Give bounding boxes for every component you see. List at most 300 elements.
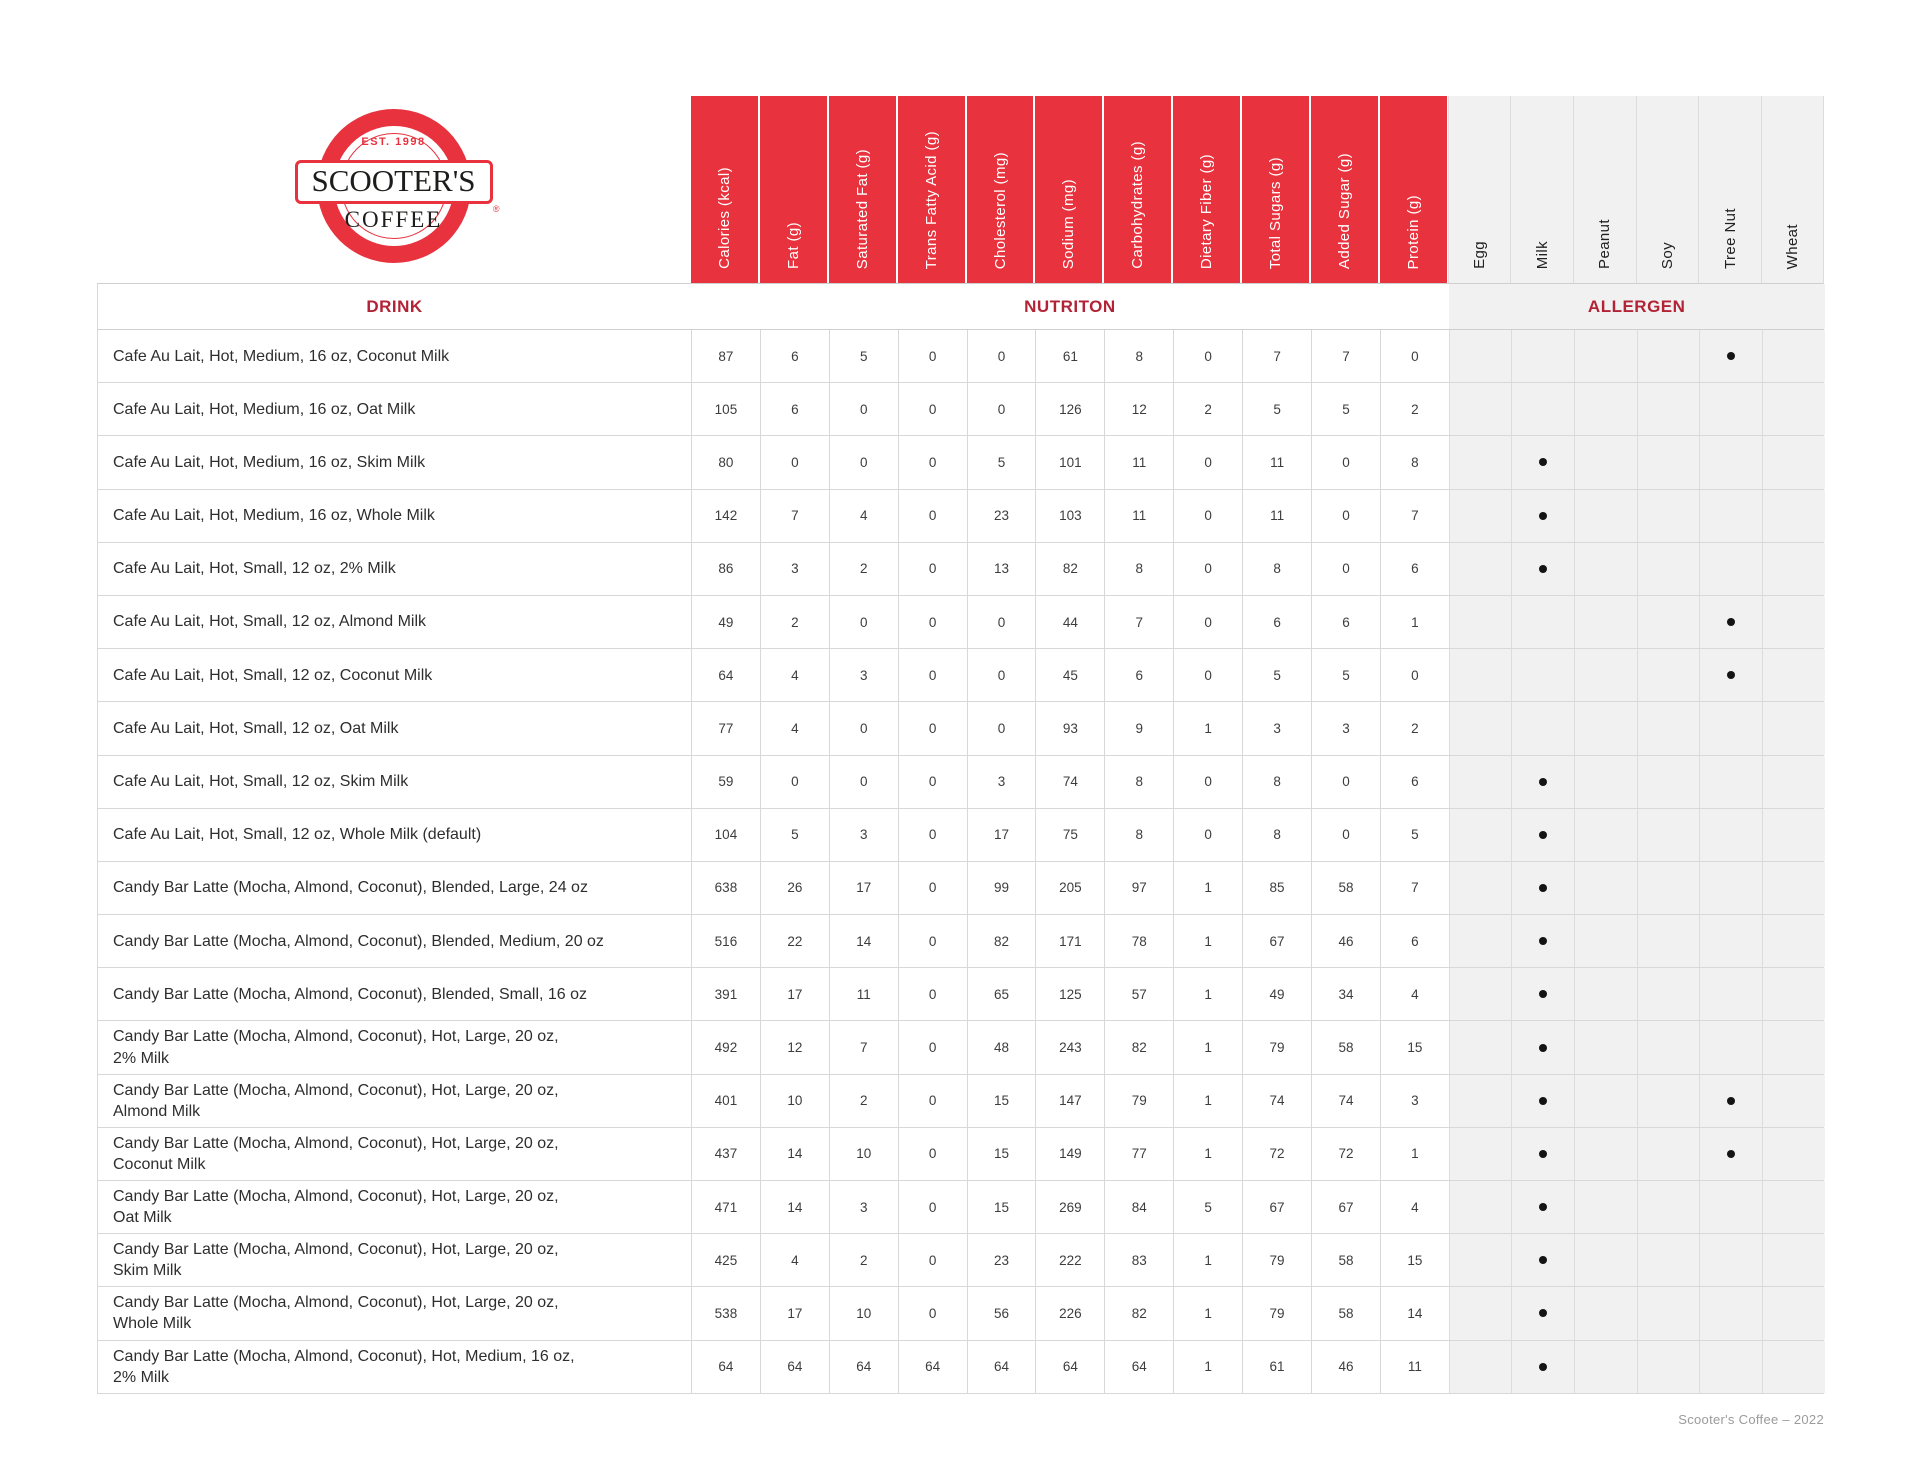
scooters-coffee-logo (294, 100, 500, 272)
nutrition-value-cell: 3 (829, 649, 898, 701)
allergen-cell (1449, 809, 1512, 861)
nutrition-value-cell: 5 (1380, 809, 1449, 861)
drink-name-line: Candy Bar Latte (Mocha, Almond, Coconut), Hot, Large, 20 oz, (113, 1134, 559, 1152)
nutrition-value-cell: 26 (760, 862, 829, 914)
nutrition-value-cell: 0 (760, 436, 829, 488)
drink-name-line: Skim Milk (113, 1262, 182, 1280)
nutrition-value-cell: 391 (691, 968, 760, 1020)
nutrition-value-cell: 58 (1311, 862, 1380, 914)
allergen-cell (1637, 1181, 1700, 1233)
allergen-cell (1511, 756, 1574, 808)
nutrition-value-cell: 0 (1173, 490, 1242, 542)
drink-name (98, 1128, 691, 1180)
column-header-label: Cholesterol (mg) (991, 151, 1009, 269)
allergen-cell (1511, 596, 1574, 648)
drink-name (98, 702, 691, 754)
nutrition-value-cell: 64 (1035, 1341, 1104, 1393)
nutrition-value-cell: 64 (691, 1341, 760, 1393)
allergen-dot-icon (1539, 778, 1547, 786)
allergen-cell (1449, 649, 1512, 701)
drink-name (98, 330, 691, 382)
allergen-cell (1762, 862, 1825, 914)
nutrition-value-cell: 8 (1242, 756, 1311, 808)
nutrition-value-cell: 1 (1173, 1128, 1242, 1180)
nutrition-value-cell: 74 (1035, 756, 1104, 808)
nutrition-value-cell: 15 (967, 1181, 1036, 1233)
nutrition-value-cell: 82 (1104, 1287, 1173, 1339)
nutrition-value-cell: 7 (1104, 596, 1173, 648)
footer-credit: Scooter's Coffee – 2022 (1678, 1412, 1824, 1427)
allergen-dot-icon (1539, 1097, 1547, 1105)
allergen-cell (1574, 915, 1637, 967)
drink-name (98, 1021, 691, 1073)
table-body (97, 330, 1824, 1394)
drink-name-line: Candy Bar Latte (Mocha, Almond, Coconut), Hot, Medium, 16 oz, (113, 1347, 575, 1365)
nutrition-value-cell: 0 (829, 383, 898, 435)
allergen-cell (1762, 436, 1825, 488)
nutrition-value-cell: 17 (760, 968, 829, 1020)
nutrition-value-cell: 64 (829, 1341, 898, 1393)
nutrition-value-cell: 0 (898, 1234, 967, 1286)
nutrition-value-cell: 1 (1173, 1075, 1242, 1127)
nutrition-value-cell: 0 (1173, 649, 1242, 701)
drink-name-line: Oat Milk (113, 1209, 172, 1227)
allergen-dot-icon (1727, 1150, 1735, 1158)
nutrition-value-cell: 0 (898, 490, 967, 542)
allergen-dot-icon (1539, 884, 1547, 892)
drink-name-line: Almond Milk (113, 1102, 201, 1120)
allergen-cell (1762, 1341, 1825, 1393)
drink-name (98, 1075, 691, 1127)
allergen-cell (1699, 809, 1762, 861)
nutrition-value-cell: 59 (691, 756, 760, 808)
allergen-cell (1574, 649, 1637, 701)
nutrition-value-cell: 7 (1380, 490, 1449, 542)
nutrition-value-cell: 3 (1311, 702, 1380, 754)
allergen-column-header (1573, 96, 1636, 283)
column-header-label: Saturated Fat (g) (853, 148, 871, 269)
nutrition-column-header (828, 96, 897, 283)
allergen-cell (1699, 915, 1762, 967)
nutrition-value-cell: 86 (691, 543, 760, 595)
table-row (98, 330, 1823, 383)
allergen-cell (1511, 915, 1574, 967)
nutrition-value-cell: 1 (1380, 1128, 1449, 1180)
nutrition-value-cell: 1 (1173, 862, 1242, 914)
allergen-cell (1574, 543, 1637, 595)
nutrition-value-cell: 3 (1242, 702, 1311, 754)
nutrition-value-cell: 23 (967, 490, 1036, 542)
nutrition-value-cell: 8 (1104, 809, 1173, 861)
nutrition-value-cell: 0 (898, 809, 967, 861)
column-header-label: Calories (kcal) (715, 167, 733, 269)
nutrition-value-cell: 45 (1035, 649, 1104, 701)
allergen-cell (1449, 1287, 1512, 1339)
nutrition-column-header (966, 96, 1035, 283)
allergen-cell (1511, 649, 1574, 701)
nutrition-value-cell: 61 (1242, 1341, 1311, 1393)
allergen-cell (1449, 490, 1512, 542)
allergen-column-header (1636, 96, 1699, 283)
nutrition-value-cell: 0 (898, 756, 967, 808)
drink-name (98, 543, 691, 595)
nutrition-value-cell: 471 (691, 1181, 760, 1233)
drink-name (98, 490, 691, 542)
nutrition-value-cell: 11 (1104, 490, 1173, 542)
allergen-cell (1574, 490, 1637, 542)
allergen-cell (1637, 1021, 1700, 1073)
nutrition-value-cell: 77 (1104, 1128, 1173, 1180)
nutrition-value-cell: 6 (1380, 915, 1449, 967)
nutrition-value-cell: 0 (1311, 490, 1380, 542)
drink-name-line: Cafe Au Lait, Hot, Small, 12 oz, Whole Milk (default) (113, 826, 482, 844)
allergen-cell (1699, 1021, 1762, 1073)
nutrition-value-cell: 23 (967, 1234, 1036, 1286)
nutrition-value-cell: 0 (898, 1075, 967, 1127)
nutrition-value-cell: 11 (1242, 436, 1311, 488)
nutrition-value-cell: 5 (1311, 383, 1380, 435)
nutrition-value-cell: 2 (760, 596, 829, 648)
nutrition-value-cell: 72 (1242, 1128, 1311, 1180)
nutrition-value-cell: 0 (1173, 596, 1242, 648)
allergen-cell (1699, 1181, 1762, 1233)
nutrition-value-cell: 85 (1242, 862, 1311, 914)
allergen-cell (1762, 702, 1825, 754)
nutrition-value-cell: 104 (691, 809, 760, 861)
column-header-label: Wheat (1783, 223, 1801, 269)
drink-name (98, 649, 691, 701)
allergen-cell (1449, 1021, 1512, 1073)
allergen-cell (1637, 1075, 1700, 1127)
nutrition-value-cell: 6 (760, 330, 829, 382)
nutrition-value-cell: 516 (691, 915, 760, 967)
drink-name (98, 1341, 691, 1393)
nutrition-value-cell: 492 (691, 1021, 760, 1073)
table-row (98, 915, 1823, 968)
nutrition-column-header (1034, 96, 1103, 283)
allergen-cell (1574, 809, 1637, 861)
nutrition-value-cell: 74 (1242, 1075, 1311, 1127)
nutrition-value-cell: 0 (898, 543, 967, 595)
allergen-cell (1637, 596, 1700, 648)
nutrition-value-cell: 49 (1242, 968, 1311, 1020)
allergen-cell (1699, 436, 1762, 488)
nutrition-value-cell: 15 (1380, 1021, 1449, 1073)
allergen-cell (1762, 1287, 1825, 1339)
column-header-label: Soy (1658, 241, 1676, 269)
allergen-cell (1637, 862, 1700, 914)
nutrition-value-cell: 4 (760, 1234, 829, 1286)
drink-name-line: Cafe Au Lait, Hot, Medium, 16 oz, Skim Milk (113, 453, 426, 471)
allergen-dot-icon (1539, 512, 1547, 520)
allergen-dot-icon (1727, 1097, 1735, 1105)
table-row (98, 702, 1823, 755)
allergen-cell (1511, 436, 1574, 488)
nutrition-value-cell: 8 (1104, 330, 1173, 382)
allergen-cell (1511, 809, 1574, 861)
allergen-cell (1637, 1341, 1700, 1393)
allergen-cell (1637, 756, 1700, 808)
nutrition-value-cell: 79 (1242, 1021, 1311, 1073)
nutrition-value-cell: 2 (829, 1234, 898, 1286)
allergen-cell (1511, 702, 1574, 754)
allergen-cell (1637, 702, 1700, 754)
nutrition-value-cell: 64 (898, 1341, 967, 1393)
column-header-label: Trans Fatty Acid (g) (922, 130, 940, 269)
drink-name (98, 756, 691, 808)
allergen-cell (1449, 1181, 1512, 1233)
allergen-cell (1762, 1234, 1825, 1286)
nutrition-value-cell: 5 (967, 436, 1036, 488)
nutrition-value-cell: 6 (1311, 596, 1380, 648)
nutrition-value-cell: 10 (829, 1128, 898, 1180)
drink-name (98, 383, 691, 435)
nutrition-value-cell: 0 (1311, 809, 1380, 861)
nutrition-value-cell: 75 (1035, 809, 1104, 861)
nutrition-value-cell: 79 (1242, 1287, 1311, 1339)
nutrition-value-cell: 80 (691, 436, 760, 488)
column-header-label: Protein (g) (1404, 194, 1422, 269)
table-row (98, 756, 1823, 809)
allergen-dot-icon (1539, 1203, 1547, 1211)
allergen-cell (1449, 1234, 1512, 1286)
nutrition-value-cell: 0 (760, 756, 829, 808)
nutrition-value-cell: 5 (1242, 383, 1311, 435)
table-row (98, 1021, 1823, 1074)
nutrition-value-cell: 0 (829, 436, 898, 488)
table-row (98, 1128, 1823, 1181)
allergen-cell (1637, 330, 1700, 382)
nutrition-column-header (1103, 96, 1172, 283)
allergen-cell (1511, 1075, 1574, 1127)
nutrition-column-header (897, 96, 966, 283)
allergen-dot-icon (1539, 1150, 1547, 1158)
nutrition-value-cell: 72 (1311, 1128, 1380, 1180)
allergen-cell (1574, 1128, 1637, 1180)
nutrition-value-cell: 2 (1173, 383, 1242, 435)
allergen-cell (1699, 862, 1762, 914)
nutrition-value-cell: 11 (829, 968, 898, 1020)
table-row (98, 1075, 1823, 1128)
allergen-dot-icon (1727, 671, 1735, 679)
nutrition-value-cell: 4 (760, 702, 829, 754)
allergen-cell (1511, 490, 1574, 542)
drink-name-line: Cafe Au Lait, Hot, Small, 12 oz, Oat Milk (113, 719, 399, 737)
nutrition-value-cell: 0 (829, 756, 898, 808)
allergen-cell (1762, 809, 1825, 861)
nutrition-value-cell: 0 (898, 596, 967, 648)
drink-name (98, 1181, 691, 1233)
allergen-dot-icon (1539, 831, 1547, 839)
nutrition-value-cell: 12 (1104, 383, 1173, 435)
nutrition-value-cell: 147 (1035, 1075, 1104, 1127)
nutrition-value-cell: 79 (1242, 1234, 1311, 1286)
nutrition-value-cell: 4 (1380, 968, 1449, 1020)
header-band (97, 96, 1824, 283)
nutrition-column-header (1172, 96, 1241, 283)
nutrition-value-cell: 7 (829, 1021, 898, 1073)
nutrition-value-cell: 2 (829, 1075, 898, 1127)
allergen-cell (1449, 330, 1512, 382)
table-row (98, 543, 1823, 596)
registered-mark: ® (492, 204, 500, 214)
allergen-cell (1574, 1021, 1637, 1073)
nutrition-value-cell: 8 (1242, 543, 1311, 595)
drink-name-line: Cafe Au Lait, Hot, Medium, 16 oz, Whole Milk (113, 507, 435, 525)
logo-cell (97, 96, 690, 283)
nutrition-value-cell: 12 (760, 1021, 829, 1073)
nutrition-value-cell: 7 (1242, 330, 1311, 382)
allergen-cell (1762, 1021, 1825, 1073)
nutrition-value-cell: 1 (1173, 702, 1242, 754)
nutrition-value-cell: 93 (1035, 702, 1104, 754)
allergen-cell (1637, 915, 1700, 967)
nutrition-value-cell: 2 (1380, 702, 1449, 754)
nutrition-value-cell: 6 (760, 383, 829, 435)
allergen-dot-icon (1539, 1256, 1547, 1264)
allergen-cell (1637, 1287, 1700, 1339)
nutrition-column-header (759, 96, 828, 283)
column-header-label: Dietary Fiber (g) (1198, 153, 1216, 269)
nutrition-value-cell: 17 (829, 862, 898, 914)
allergen-cell (1449, 968, 1512, 1020)
allergen-cell (1699, 543, 1762, 595)
nutrition-value-cell: 0 (967, 596, 1036, 648)
allergen-cell (1511, 1021, 1574, 1073)
drink-name-line: Cafe Au Lait, Hot, Small, 12 oz, Coconut Milk (113, 666, 433, 684)
nutrition-value-cell: 83 (1104, 1234, 1173, 1286)
nutrition-value-cell: 17 (760, 1287, 829, 1339)
nutrition-value-cell: 58 (1311, 1234, 1380, 1286)
nutrition-value-cell: 3 (829, 809, 898, 861)
nutrition-value-cell: 8 (1104, 756, 1173, 808)
allergen-dot-icon (1539, 990, 1547, 998)
nutrition-value-cell: 6 (1380, 756, 1449, 808)
allergen-dot-icon (1539, 565, 1547, 573)
allergen-cell (1762, 756, 1825, 808)
nutrition-value-cell: 82 (1035, 543, 1104, 595)
nutrition-value-cell: 4 (1380, 1181, 1449, 1233)
logo-brand-name: SCOOTER'S (311, 163, 476, 198)
nutrition-value-cell: 1 (1173, 1287, 1242, 1339)
nutrition-value-cell: 0 (967, 702, 1036, 754)
nutrition-value-cell: 77 (691, 702, 760, 754)
nutrition-value-cell: 4 (760, 649, 829, 701)
nutrition-value-cell: 0 (1173, 809, 1242, 861)
nutrition-value-cell: 61 (1035, 330, 1104, 382)
nutrition-value-cell: 0 (1380, 330, 1449, 382)
allergen-cell (1762, 1181, 1825, 1233)
allergen-cell (1762, 543, 1825, 595)
table-row (98, 383, 1823, 436)
allergen-cell (1699, 649, 1762, 701)
nutrition-value-cell: 1 (1173, 968, 1242, 1020)
allergen-cell (1574, 702, 1637, 754)
nutrition-value-cell: 0 (1173, 436, 1242, 488)
allergen-cell (1511, 1128, 1574, 1180)
allergen-column-header (1510, 96, 1573, 283)
allergen-cell (1637, 809, 1700, 861)
table-row (98, 649, 1823, 702)
nutrition-value-cell: 0 (898, 1021, 967, 1073)
column-header-label: Tree Nut (1721, 208, 1739, 269)
drink-name-line: Coconut Milk (113, 1155, 206, 1173)
nutrition-value-cell: 3 (967, 756, 1036, 808)
nutrition-value-cell: 11 (1104, 436, 1173, 488)
allergen-column-header (1761, 96, 1824, 283)
allergen-cell (1574, 596, 1637, 648)
allergen-cell (1449, 915, 1512, 967)
allergen-cell (1762, 915, 1825, 967)
allergen-cell (1449, 1341, 1512, 1393)
nutrition-value-cell: 11 (1380, 1341, 1449, 1393)
nutrition-value-cell: 14 (760, 1128, 829, 1180)
nutrition-value-cell: 0 (898, 649, 967, 701)
nutrition-value-cell: 15 (967, 1128, 1036, 1180)
drink-name (98, 809, 691, 861)
nutrition-value-cell: 6 (1104, 649, 1173, 701)
nutrition-value-cell: 58 (1311, 1021, 1380, 1073)
nutrition-value-cell: 222 (1035, 1234, 1104, 1286)
column-header-label: Peanut (1596, 219, 1614, 269)
column-header-label: Added Sugar (g) (1335, 152, 1353, 269)
drink-name (98, 968, 691, 1020)
nutrition-value-cell: 14 (1380, 1287, 1449, 1339)
allergen-dot-icon (1539, 1309, 1547, 1317)
allergen-cell (1699, 1128, 1762, 1180)
table-row (98, 809, 1823, 862)
drink-name (98, 915, 691, 967)
nutrition-value-cell: 0 (967, 383, 1036, 435)
table-row (98, 1287, 1823, 1340)
nutrition-value-cell: 0 (1173, 330, 1242, 382)
nutrition-value-cell: 142 (691, 490, 760, 542)
nutrition-value-cell: 437 (691, 1128, 760, 1180)
nutrition-column-header (1310, 96, 1379, 283)
drink-name-line: Candy Bar Latte (Mocha, Almond, Coconut), Hot, Large, 20 oz, (113, 1294, 559, 1312)
nutrition-value-cell: 9 (1104, 702, 1173, 754)
allergen-dot-icon (1727, 618, 1735, 626)
drink-name-line: Whole Milk (113, 1315, 192, 1333)
nutrition-column-header (690, 96, 759, 283)
allergen-cell (1449, 436, 1512, 488)
nutrition-value-cell: 638 (691, 862, 760, 914)
allergen-cell (1449, 1128, 1512, 1180)
nutrition-value-cell: 243 (1035, 1021, 1104, 1073)
nutrition-value-cell: 1 (1173, 1341, 1242, 1393)
column-header-label: Egg (1471, 241, 1489, 269)
nutrition-value-cell: 205 (1035, 862, 1104, 914)
nutrition-value-cell: 0 (829, 596, 898, 648)
nutrition-value-cell: 6 (1380, 543, 1449, 595)
nutrition-value-cell: 3 (760, 543, 829, 595)
nutrition-value-cell: 14 (760, 1181, 829, 1233)
drink-name-line: Cafe Au Lait, Hot, Medium, 16 oz, Oat Milk (113, 400, 416, 418)
allergen-cell (1449, 543, 1512, 595)
allergen-cell (1762, 330, 1825, 382)
allergen-dot-icon (1539, 458, 1547, 466)
allergen-cell (1449, 862, 1512, 914)
nutrition-value-cell: 56 (967, 1287, 1036, 1339)
nutrition-section-header: NUTRITON (1024, 296, 1116, 316)
allergen-cell (1511, 1287, 1574, 1339)
nutrition-value-cell: 0 (1311, 756, 1380, 808)
allergen-cell (1511, 383, 1574, 435)
nutrition-column-header (1241, 96, 1310, 283)
nutrition-value-cell: 425 (691, 1234, 760, 1286)
nutrition-value-cell: 538 (691, 1287, 760, 1339)
nutrition-value-cell: 0 (1380, 649, 1449, 701)
